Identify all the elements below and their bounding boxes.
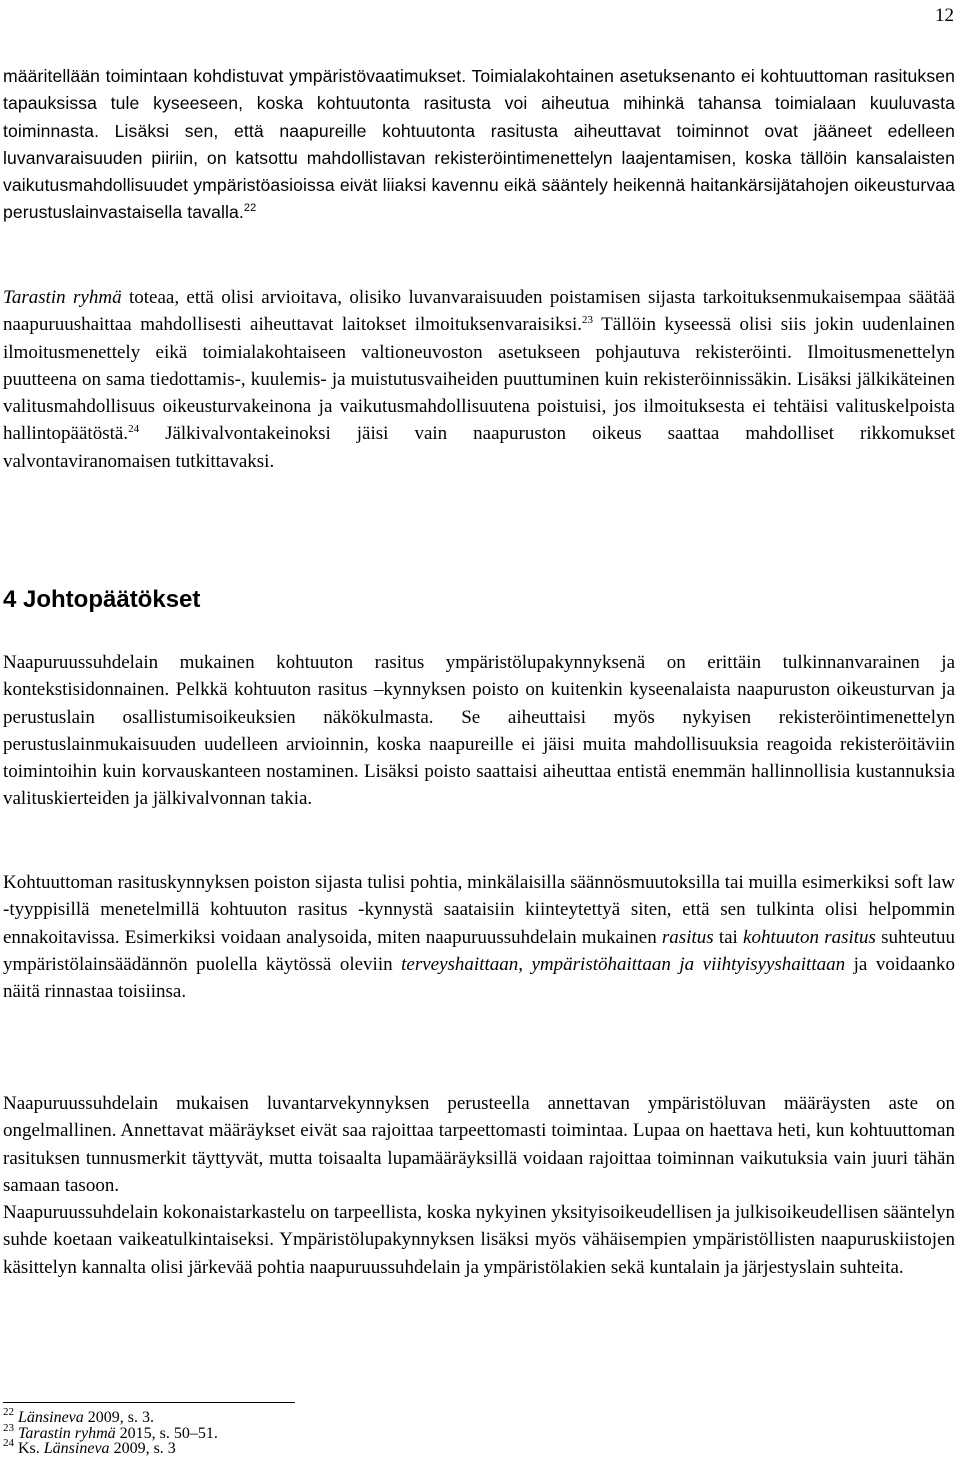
body-paragraph (3, 649, 955, 813)
text-run: Naapuruussuhdelain mukaisen luvantarvekynnyksen perusteella annettavan ympäristöluvan määräysten aste on ongelmallinen. Annettavat määräykset eivät saa rajoittaa tarpeettomasti toimintaa. Lupaa on haettava heti, kun kohtuuttoman rasituksen tunnusmerkit täyttyvät, mutta toisaalta lupamääräyksillä voidaan rajoittaa toiminnan vaikutuksia vain juuri tähän samaan tasoon. (3, 1093, 955, 1196)
body-paragraph (3, 284, 955, 475)
section-heading: 4 Johtopäätökset (3, 586, 201, 613)
text-run: Tällöin kyseessä olisi siis jokin uudenlainen ilmoitusmenettely eikä toimialakohtaiseen valtioneuvoston asetukseen pohjautuva rekisteröinti. Ilmoitusmenettelyn puutteena on sama tiedottamis-, kuulemis- ja muistutusvaiheiden puuttuminen kuin rekisteröinnissäkin. Lisäksi jälkikäteinen valitusmahdollisuus oikeusturvakeinona ja vaikutusmahdollisuutena poistuisi, jos ilmoituksesta ei tehtäisi valituskelpoista hallintopäätöstä. (3, 314, 955, 445)
text-run: suhteutuu ympäristölainsäädännön puolella käytössä oleviin (3, 926, 956, 975)
text-run: toteaa, että olisi arvioitava, olisiko luvanvaraisuuden poistamisen sijasta tarkoituksenmukaisempaa säätää naapuruushaittaa mahdollisesti aiheuttavat laitokset ilmoituksenvaraisiksi. (3, 287, 955, 336)
footnote-ref: 23 (582, 314, 594, 327)
text-run: 2009, s. 3. (83, 1409, 155, 1426)
text-run: Kohtuuttoman rasituskynnyksen poiston sijasta tulisi pohtia, minkälaisilla säännösmuutoksilla tai muilla esimerkiksi soft law -tyyppisillä menetelmillä kohtuuton rasitus -kynnystä saataisiin kiinteytettyä siten, että sen tulkinta olisi helpommin ennakoitavissa. Esimerkiksi voidaan analysoida, miten naapuruussuhdelain mukainen (3, 872, 955, 948)
footnote-ref: 24 (128, 423, 140, 436)
text-run: 2009, s. 3 (109, 1440, 176, 1457)
footnote (3, 1421, 603, 1442)
footnote (3, 1406, 603, 1426)
footnote-number: 22 (3, 1406, 14, 1418)
text-run: määritellään toimintaan kohdistuvat ympäristövaatimukset. Toimialakohtainen asetuksenanto ei kohtuuttoman rasituksen tapauksissa tule kyseeseen, koska kohtuutonta rasitusta voi aiheutua mihinkä tahansa toimialaan kuuluvasta toiminnasta. Lisäksi sen, että naapureille kohtuutonta rasitusta aiheuttavat toiminnot ovat jääneet edelleen luvanvaraisuuden piiriin, on katsottu mahdollistavan rekisteröintimenettelyn laajentamisen, koska tällöin kansalaisten vaikutusmahdollisuudet ympäristöasioissa eivät liiaksi kavennu eikä sääntely heikennä haitankärsijätahojen oikeusturvaa perustuslainvastaisella tavalla. (3, 66, 955, 223)
text-run: Ks. (18, 1440, 44, 1457)
footnote-number: 24 (3, 1437, 14, 1449)
footnote-separator (3, 1402, 295, 1403)
text-run: tai (713, 926, 744, 948)
body-paragraph (3, 63, 955, 227)
page-number: 12 (935, 5, 954, 26)
italic-text: terveyshaittaan, ympäristöhaittaan ja viihtyisyyshaittaan (401, 953, 846, 975)
text-run: 2015, s. 50–51. (115, 1424, 218, 1442)
footnotes (3, 1406, 603, 1457)
italic-text: Länsineva (43, 1440, 110, 1457)
footnote-number: 23 (3, 1421, 14, 1434)
footnote-ref: 22 (243, 202, 257, 215)
text-run: Naapuruussuhdelain mukainen kohtuuton rasitus ympäristölupakynnyksenä on erittäin tulkinnanvarainen ja kontekstisidonnainen. Pelkkä kohtuuton rasitus –kynnyksen poisto on kuitenkin kyseenalaista naapuruston oikeusturvan ja perustuslain osallistumisoikeuksien näkökulmasta. Se aiheuttaisi myös nykyisen rekisteröintimenettelyn perustuslainmukaisuuden uudelleen arvioinnin, koska naapureille ei jäisi muita mahdollisuuksia reagoida rekisteröitäviin toimintoihin kuin korvauskanteen nostaminen. Lisäksi poisto saattaisi aiheuttaa entistä enemmän hallinnollisia kustannuksia valituskierteiden ja jälkivalvonnan takia. (3, 652, 955, 810)
text-run: Naapuruussuhdelain kokonaistarkastelu on tarpeellista, koska nykyinen yksityisoikeudellisen ja julkisoikeudellisen sääntelyn suhde koetaan vaikeatulkintaiseksi. Ympäristölupakynnyksen lisäksi myös vähäisempien ympäristöllisten naapuruskiistojen käsittelyn kannalta olisi järkevää pohtia naapuruussuhdelain ja ympäristölakien sekä kuntalain ja järjestyslain suhteita. (3, 1202, 955, 1278)
body-paragraph (3, 1090, 955, 1199)
body-paragraph (3, 869, 955, 1005)
text-run: ja voidaanko näitä rinnastaa toisiinsa. (3, 953, 955, 1003)
italic-text: Tarastin ryhmä (3, 287, 122, 308)
italic-text: kohtuuton rasitus (743, 926, 876, 948)
footnote (3, 1437, 603, 1457)
italic-text: rasitus (661, 926, 714, 948)
text-run: Jälkivalvontakeinoksi jäisi vain naapuruston oikeus saattaa mahdolliset rikkomukset valvontaviranomaisen tutkittavaksi. (3, 423, 955, 472)
italic-text: Länsineva (18, 1409, 84, 1426)
body-paragraph (3, 1199, 955, 1281)
italic-text: Tarastin ryhmä (18, 1424, 116, 1442)
